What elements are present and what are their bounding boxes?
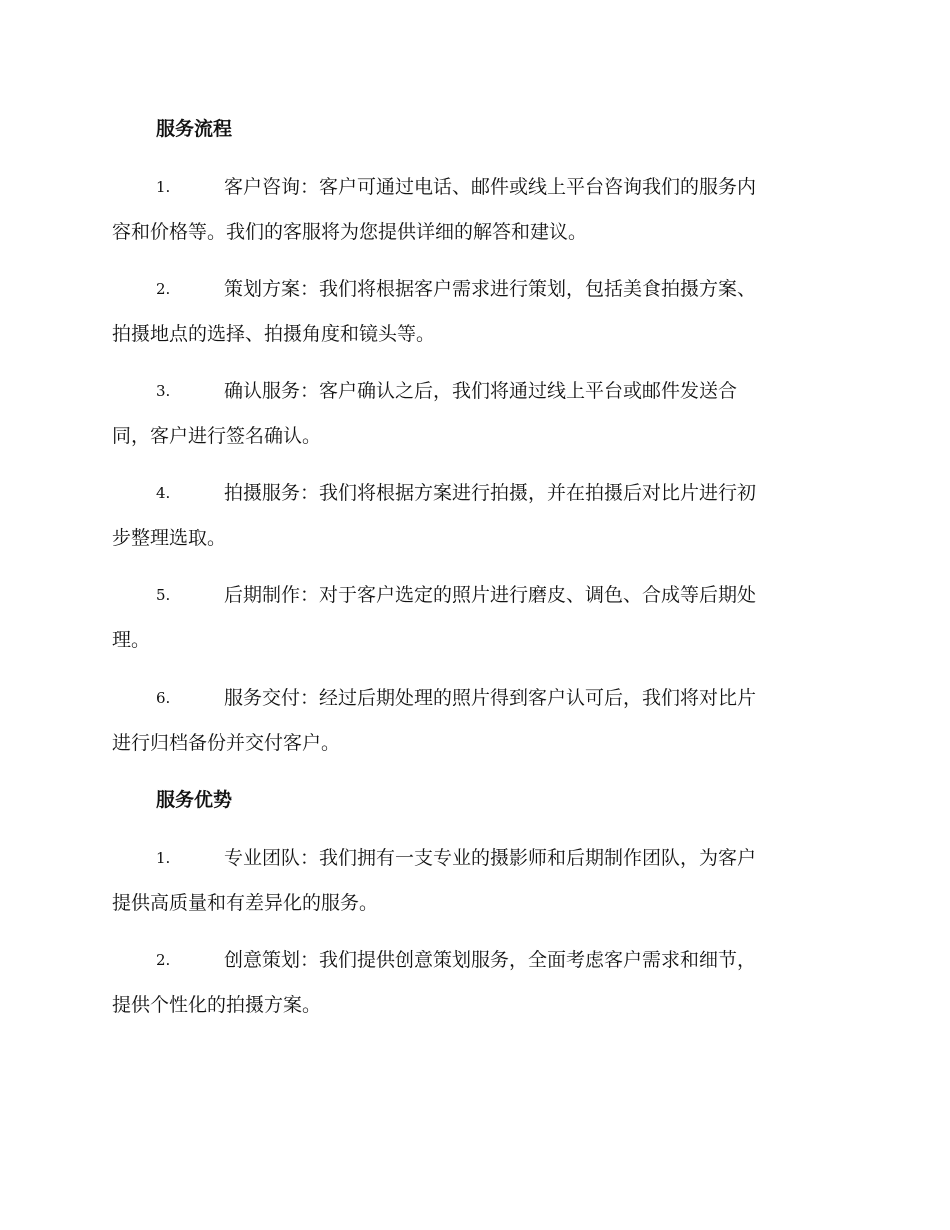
list-item-text: 客户咨询：客户可通过电话、邮件或线上平台咨询我们的服务内 bbox=[224, 176, 757, 198]
list-number: 2. bbox=[156, 951, 171, 969]
list-item-continuation: 同，客户进行签名确认。 bbox=[112, 425, 322, 447]
list-item bbox=[112, 277, 834, 346]
list-item-continuation: 提供高质量和有差异化的服务。 bbox=[112, 892, 379, 914]
list-item bbox=[112, 686, 834, 755]
list-item bbox=[112, 583, 834, 652]
list-item-continuation: 步整理选取。 bbox=[112, 527, 227, 549]
list-item bbox=[112, 379, 834, 448]
list-item bbox=[112, 948, 834, 1017]
section-heading-service-advantages: 服务优势 bbox=[156, 789, 233, 811]
list-item-continuation: 进行归档备份并交付客户。 bbox=[112, 732, 341, 754]
list-item-continuation: 拍摄地点的选择、拍摄角度和镜头等。 bbox=[112, 323, 436, 345]
list-item-continuation: 容和价格等。我们的客服将为您提供详细的解答和建议。 bbox=[112, 221, 588, 243]
list-item-text: 创意策划：我们提供创意策划服务，全面考虑客户需求和细节， bbox=[224, 949, 757, 971]
list-item-text: 策划方案：我们将根据客户需求进行策划，包括美食拍摄方案、 bbox=[224, 278, 757, 300]
list-item bbox=[112, 175, 834, 244]
list-number: 1. bbox=[156, 849, 171, 867]
list-number: 3. bbox=[156, 382, 171, 400]
list-item-text: 服务交付：经过后期处理的照片得到客户认可后，我们将对比片 bbox=[224, 687, 757, 709]
list-number: 2. bbox=[156, 280, 171, 298]
list-item-text: 确认服务：客户确认之后，我们将通过线上平台或邮件发送合 bbox=[224, 380, 738, 402]
list-number: 5. bbox=[156, 586, 171, 604]
list-item-text: 专业团队：我们拥有一支专业的摄影师和后期制作团队，为客户 bbox=[224, 847, 757, 869]
list-item-continuation: 提供个性化的拍摄方案。 bbox=[112, 994, 322, 1016]
list-number: 1. bbox=[156, 178, 171, 196]
list-item-text: 拍摄服务：我们将根据方案进行拍摄，并在拍摄后对比片进行初 bbox=[224, 482, 757, 504]
list-item bbox=[112, 481, 834, 550]
list-item-text: 后期制作：对于客户选定的照片进行磨皮、调色、合成等后期处 bbox=[224, 584, 757, 606]
list-item-continuation: 理。 bbox=[112, 629, 151, 651]
list-number: 4. bbox=[156, 484, 171, 502]
section-heading-service-process: 服务流程 bbox=[156, 118, 233, 140]
list-item bbox=[112, 846, 834, 915]
list-number: 6. bbox=[156, 689, 171, 707]
